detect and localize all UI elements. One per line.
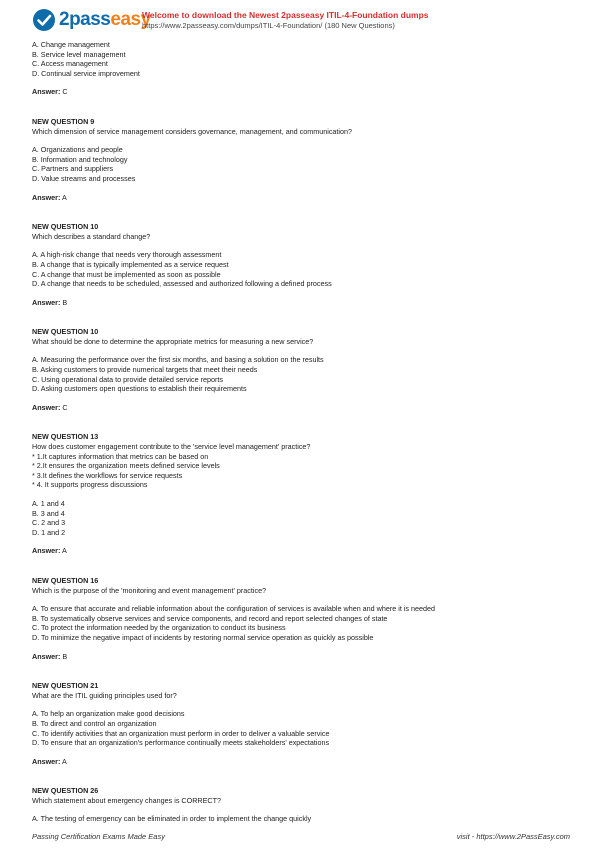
option-item: B. Asking customers to provide numerical targets that meet their needs [32, 365, 258, 375]
document-body [32, 40, 572, 824]
option-item: B. Service level management [32, 49, 126, 59]
answer-value: C [62, 402, 68, 412]
question-block [32, 576, 572, 661]
question-text: How does customer engagement contribute to the 'service level management' practice? [32, 442, 311, 452]
question-text: Which statement about emergency changes is CORRECT? [32, 795, 221, 805]
answer-label: Answer: [32, 651, 61, 661]
option-item: B. To direct and control an organization [32, 718, 157, 728]
option-item: D. A change that needs to be scheduled, assessed and authorized following a defined process [32, 279, 332, 289]
answer-label: Answer: [32, 402, 61, 412]
answer-label: Answer: [32, 192, 61, 202]
answer-line [32, 193, 572, 203]
logo-accent: easy [110, 9, 151, 30]
question-block [32, 327, 572, 412]
answer-label: Answer: [32, 87, 61, 97]
answer-value: C [62, 87, 68, 97]
answer-line [32, 757, 572, 767]
statement-item: * 1.It captures information that metrics can be based on [32, 451, 209, 461]
answer-label: Answer: [32, 297, 61, 307]
option-item: A. The testing of emergency can be eliminated in order to implement the change quickly [32, 814, 312, 824]
option-item: B. 3 and 4 [32, 508, 65, 518]
statement-item: * 3.It defines the workflows for service requests [32, 470, 183, 480]
header-url[interactable]: https://www.2passeasy.com/dumps/ITIL-4-Foundation/ (180 New Questions) [142, 21, 395, 30]
option-item: C. Access management [32, 59, 108, 69]
option-item: D. Continual service improvement [32, 68, 140, 78]
question-text: What are the ITIL guiding principles used for? [32, 690, 177, 700]
question-heading: NEW QUESTION 21 [32, 681, 99, 691]
question-text: Which dimension of service management considers governance, management, and communication? [32, 126, 353, 136]
footer-link[interactable]: visit - https://www.2PassEasy.com [456, 832, 570, 841]
answer-value: A [61, 192, 67, 202]
question-heading: NEW QUESTION 10 [32, 222, 99, 232]
option-item: D. Asking customers open questions to establish their requirements [32, 384, 247, 394]
option-item: D. Value streams and processes [32, 173, 136, 183]
option-item: A. Organizations and people [32, 145, 123, 155]
answer-line [32, 546, 572, 556]
option-item: A. 1 and 4 [32, 499, 65, 508]
option-item: D. To ensure that an organization's performance continually meets stakeholders' expectations [32, 738, 330, 748]
option-item: C. Using operational data to provide detailed service reports [32, 374, 223, 384]
option-item: C. To identify activities that an organization must perform in order to deliver a valuable service [32, 728, 330, 738]
option-item: C. To protect the information needed by the organization to conduct its business [32, 623, 286, 633]
header-title: Welcome to download the Newest 2passeasy ITIL-4-Foundation dumps [142, 10, 429, 20]
answer-value: B [62, 651, 68, 661]
site-logo[interactable] [32, 8, 151, 32]
answer-label: Answer: [32, 546, 61, 556]
option-item: C. A change that must be implemented as soon as possible [32, 269, 221, 279]
question-heading: NEW QUESTION 26 [32, 786, 99, 796]
page-header [32, 8, 572, 40]
answer-line [32, 403, 572, 413]
question-heading: NEW QUESTION 10 [32, 327, 99, 337]
option-item: B. To systematically observe services and service components, and record and report selected changes of state [32, 613, 388, 623]
option-item: B. Information and technology [32, 154, 128, 164]
option-item: A. Change management [32, 40, 110, 49]
header-text [142, 10, 429, 30]
option-item: C. 2 and 3 [32, 518, 66, 528]
answer-line [32, 298, 572, 308]
question-heading: NEW QUESTION 9 [32, 116, 95, 126]
option-item: D. To minimize the negative impact of incidents by restoring normal service operation as quickly as possible [32, 632, 374, 642]
question-heading: NEW QUESTION 13 [32, 432, 99, 442]
question-block [32, 117, 572, 202]
option-item: D. 1 and 2 [32, 527, 66, 537]
page-footer [32, 832, 570, 841]
option-item: A. To help an organization make good decisions [32, 709, 185, 719]
option-item: A. Measuring the performance over the first six months, and basing a solution on the results [32, 355, 324, 365]
question-block [32, 432, 572, 556]
option-item: C. Partners and suppliers [32, 164, 114, 174]
question-text: Which is the purpose of the 'monitoring and event management' practice? [32, 585, 267, 595]
statement-item: * 4. It supports progress discussions [32, 480, 148, 490]
check-badge-icon [32, 8, 56, 32]
answer-value: A [61, 546, 67, 556]
question-block [32, 222, 572, 307]
question-text: What should be done to determine the appropriate metrics for measuring a new service? [32, 336, 314, 346]
logo-brand: 2pass [59, 9, 111, 30]
question-heading: NEW QUESTION 16 [32, 575, 99, 585]
answer-value: B [62, 297, 68, 307]
option-item: A. To ensure that accurate and reliable information about the configuration of services is available when and where it is needed [32, 604, 436, 614]
question-block [32, 681, 572, 766]
option-item: B. A change that is typically implemented as a service request [32, 259, 229, 269]
answer-label: Answer: [32, 756, 61, 766]
answer-value: A [61, 756, 67, 766]
answer-line [32, 652, 572, 662]
question-block [32, 40, 572, 97]
answer-line [32, 87, 572, 97]
footer-tagline: Passing Certification Exams Made Easy [32, 832, 165, 841]
question-block [32, 786, 572, 824]
option-item: A. A high-risk change that needs very thorough assessment [32, 250, 222, 260]
question-text: Which describes a standard change? [32, 231, 151, 241]
statement-item: * 2.It ensures the organization meets defined service levels [32, 461, 220, 471]
